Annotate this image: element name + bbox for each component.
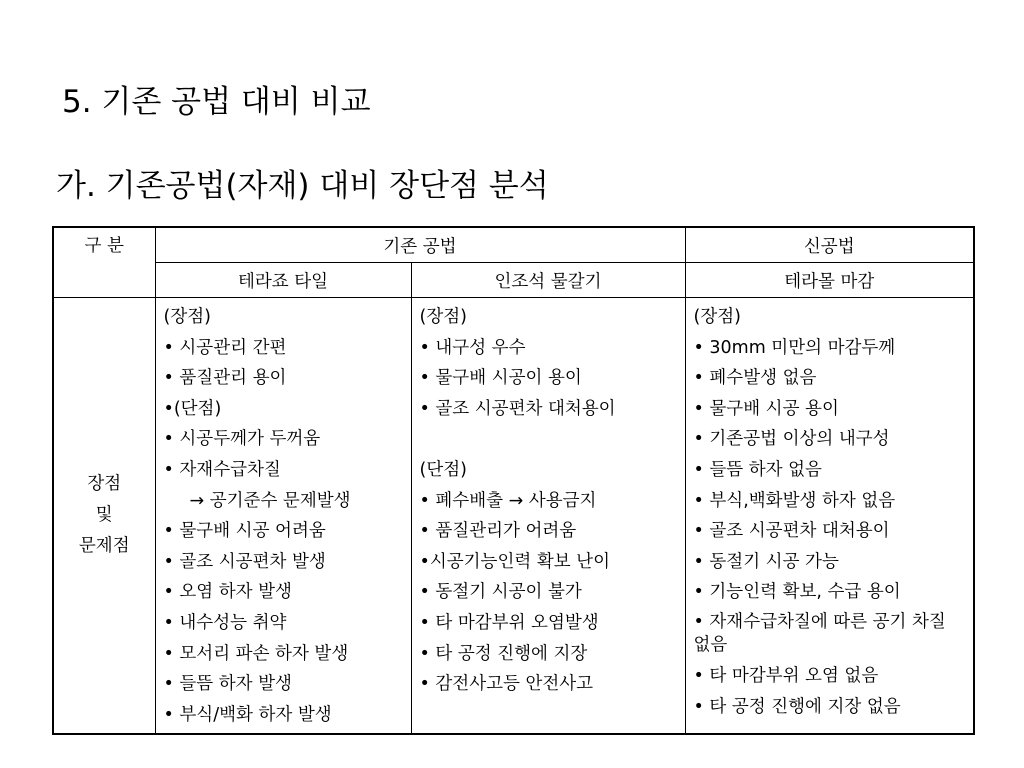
list-item: • 타 마감부위 오염 없음: [693, 665, 879, 686]
comparison-table: [52, 226, 975, 735]
list-item: • 폐수발생 없음: [693, 368, 817, 389]
subheader-terramol-finish: 테라몰 마감: [685, 263, 974, 298]
list-item: • 부식,백화발생 하자 없음: [693, 490, 896, 511]
list-item: • 오염 하자 발생: [163, 582, 292, 603]
subheader-artificial-stone-polish: 인조석 물갈기: [411, 263, 685, 298]
list-item: (장점): [693, 307, 741, 327]
list-item: (장점): [419, 307, 467, 327]
list-item: • 자재수급차질: [163, 459, 281, 480]
list-item: •시공기능인력 확보 난이: [419, 551, 610, 572]
list-item: • 물구배 시공 어려움: [163, 521, 326, 542]
section-title: 5. 기존 공법 대비 비교: [62, 84, 371, 120]
list-item: •(단점): [163, 398, 222, 419]
list-item: • 동절기 시공 가능: [693, 551, 839, 572]
list-item: • 내수성능 취약: [163, 612, 287, 633]
header-new-method: 신공법: [685, 227, 974, 263]
list-item: • 물구배 시공 용이: [693, 398, 839, 419]
list-item: • 타 공정 진행에 지장: [419, 643, 588, 664]
cell-artificial-stone-polish-details: [411, 298, 685, 735]
list-spacer: [420, 424, 679, 455]
list-item: • 부식/백화 하자 발생: [163, 704, 332, 725]
list-item: • 모서리 파손 하자 발생: [163, 643, 349, 664]
table-body-row: [53, 298, 974, 735]
list-item: → 공기준수 문제발생: [189, 490, 351, 511]
list-item: • 자재수급차질에 따른 공기 차질 없음: [693, 611, 946, 655]
list-item: • 기능인력 확보, 수급 용이: [693, 582, 901, 603]
cell-terramol-finish-details: [685, 298, 974, 735]
subsection-title: 가. 기존공법(자재) 대비 장단점 분석: [56, 168, 549, 204]
header-existing-method: 기존 공법: [155, 227, 685, 263]
row-label-line: 문제점: [78, 536, 130, 556]
list-item: • 타 공정 진행에 지장 없음: [693, 696, 901, 717]
list-item: • 폐수배출 → 사용금지: [419, 490, 597, 511]
list-item: • 들뜸 하자 없음: [693, 459, 822, 480]
list-item: • 감전사고등 안전사고: [419, 674, 594, 695]
header-category: 구 분: [53, 227, 155, 298]
table-header-row: [53, 227, 974, 263]
list-item: • 골조 시공편차 발생: [163, 551, 326, 572]
row-label-pros-and-cons: [53, 298, 155, 735]
list-item: (단점): [419, 459, 467, 480]
list-item: • 들뜸 하자 발생: [163, 674, 292, 695]
list-item: • 시공관리 간편: [163, 337, 287, 358]
list-item: • 물구배 시공이 용이: [419, 368, 582, 389]
list-item: • 품질관리 용이: [163, 368, 287, 389]
list-item: • 골조 시공편차 대처용이: [419, 398, 616, 419]
list-item: • 타 마감부위 오염발생: [419, 612, 599, 633]
list-item: • 동절기 시공이 불가: [419, 582, 582, 603]
list-item: (장점): [163, 307, 211, 327]
table-subheader-row: [53, 263, 974, 298]
list-item: • 30mm 미만의 마감두께: [693, 337, 896, 358]
list-item: • 품질관리가 어려움: [419, 521, 577, 542]
list-item: • 내구성 우수: [419, 337, 526, 358]
row-label-line: 및: [95, 505, 113, 525]
list-item: • 시공두께가 두꺼움: [163, 429, 321, 450]
list-item: • 기존공법 이상의 내구성: [693, 429, 890, 450]
cell-terrazzo-tile-details: [155, 298, 411, 735]
subheader-terrazzo-tile: 테라죠 타일: [155, 263, 411, 298]
row-label-line: 장점: [87, 474, 122, 494]
list-item: • 골조 시공편차 대처용이: [693, 521, 890, 542]
